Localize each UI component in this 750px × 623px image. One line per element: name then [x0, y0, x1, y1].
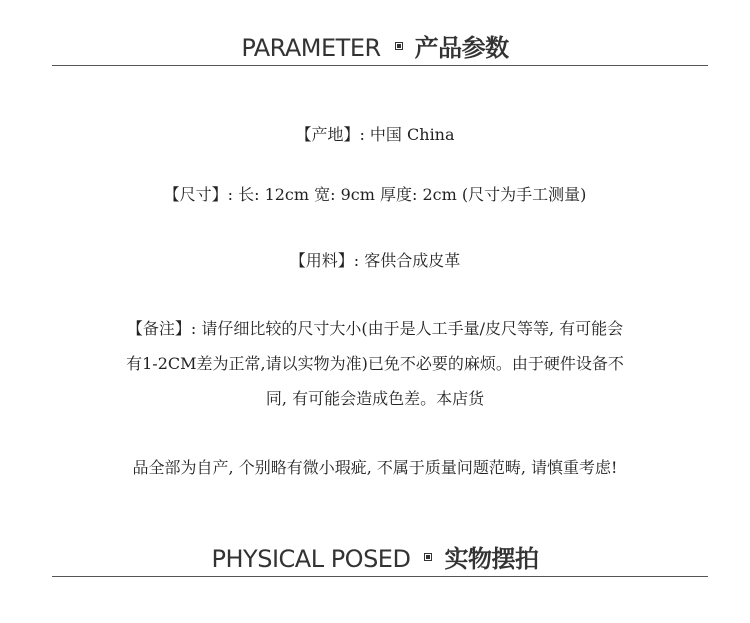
note-line-1: 【备注】: 请仔细比较的尺寸大小(由于是人工手量/皮尺等等, 有可能会 [126, 319, 624, 338]
parameter-divider [52, 65, 708, 66]
size-line: 【尺寸】: 长: 12cm 宽: 9cm 厚度: 2cm (尺寸为手工测量) [163, 185, 587, 204]
parameter-header [0, 28, 750, 63]
origin-line: 【产地】: 中国 China [295, 125, 455, 144]
note-line-3: 同, 有可能会造成色差。本店货 [265, 389, 485, 408]
physical-divider [52, 576, 708, 577]
note-line-2: 有1-2CM差为正常,请以实物为准)已免不必要的麻烦。由于硬件设备不 [126, 354, 624, 373]
parameter-header-zh: 产品参数 [414, 34, 509, 62]
note-line-4: 品全部为自产, 个别略有微小瑕疵, 不属于质量问题范畴, 请慎重考虑! [132, 458, 618, 477]
physical-header [0, 539, 750, 574]
physical-header-en: PHYSICAL POSED [211, 545, 411, 573]
parameter-header-en: PARAMETER [241, 34, 381, 62]
square-bullet-icon [395, 42, 403, 50]
material-line: 【用料】: 客供合成皮革 [289, 251, 461, 270]
physical-header-zh: 实物摆拍 [444, 545, 539, 573]
square-bullet-icon [424, 553, 432, 561]
